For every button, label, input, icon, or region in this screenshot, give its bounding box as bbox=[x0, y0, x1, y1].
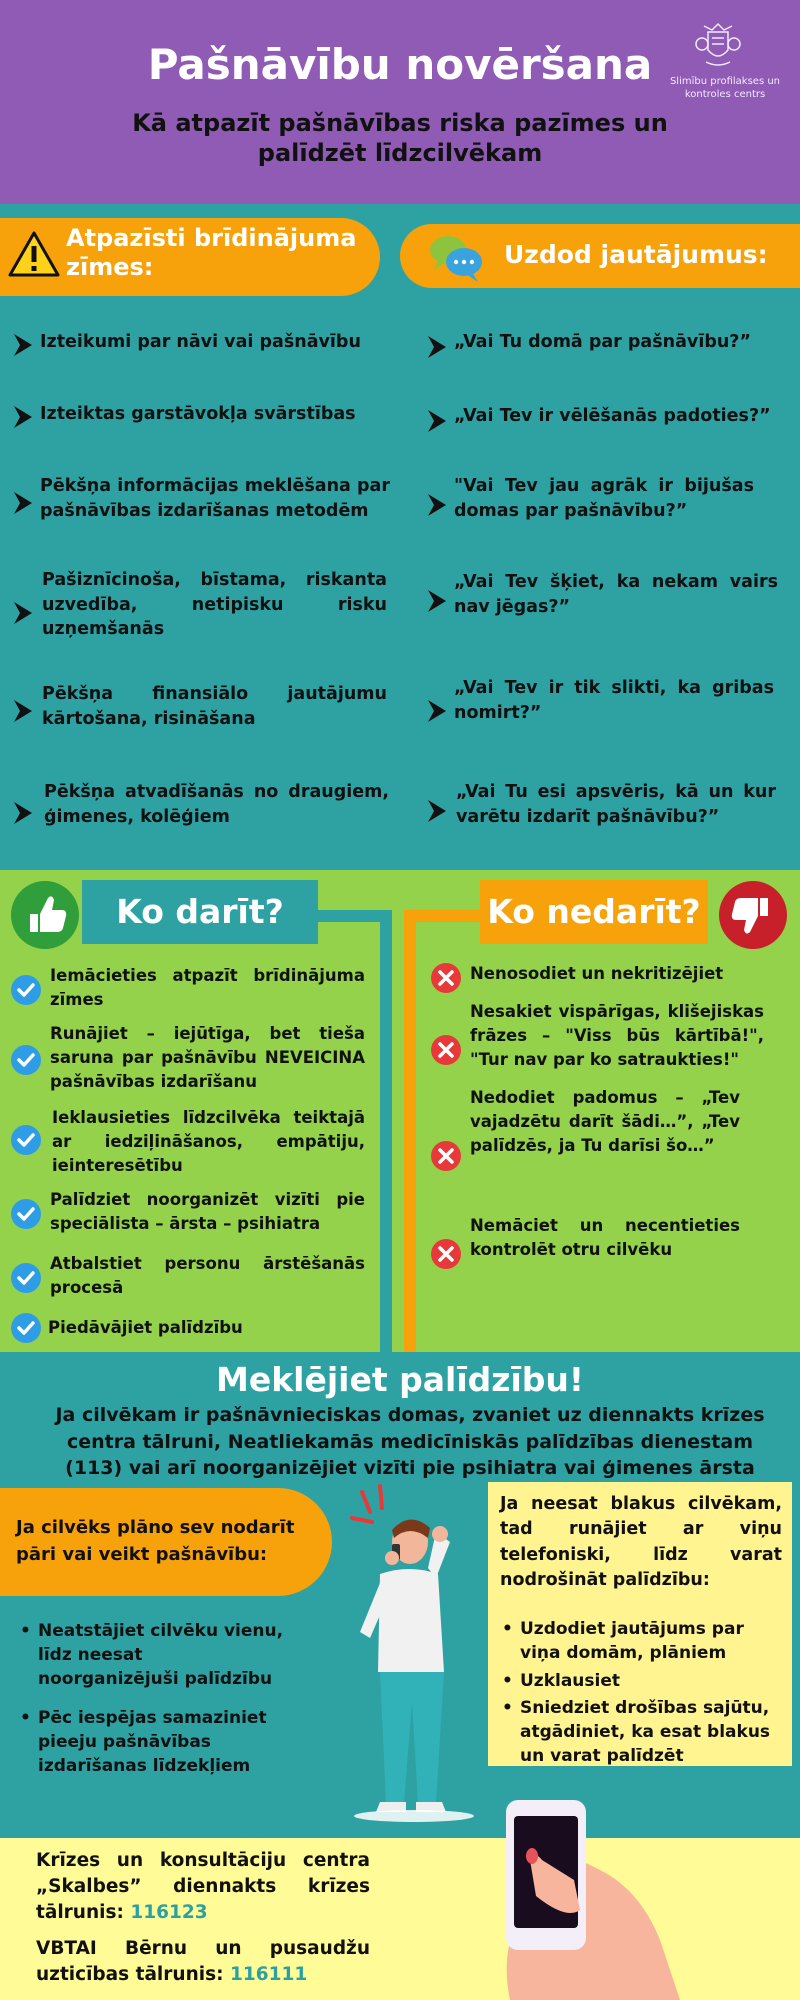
check-icon bbox=[10, 974, 42, 1006]
check-icon bbox=[10, 1124, 42, 1156]
check-icon bbox=[10, 1312, 42, 1344]
check-icon bbox=[10, 1198, 42, 1230]
worried-person-illustration bbox=[340, 1482, 490, 1822]
question-item: „Vai Tev ir tik slikti, ka gribas nomirt?” bbox=[454, 678, 774, 723]
seek-help-title: Meklējiet palīdzību! bbox=[216, 1360, 584, 1399]
question-item: „Vai Tev ir vēlēšanās padoties?” bbox=[454, 406, 771, 426]
chevron-right-icon bbox=[10, 800, 36, 826]
page-subtitle: Kā atpazīt pašnāvības riska pazīmes un palīdzēt līdzcilvēkam bbox=[132, 109, 668, 167]
chevron-right-icon bbox=[10, 332, 36, 358]
vbtai-hotline-label: VBTAI Bērnu un pusaudžu uzticības tālrunis: bbox=[36, 1938, 370, 1985]
divider-teal bbox=[380, 910, 392, 1352]
x-mark-icon bbox=[430, 1140, 462, 1172]
questions-heading-pill bbox=[400, 224, 800, 288]
chevron-right-icon bbox=[424, 408, 450, 434]
warning-sign-item: Izteikumi par nāvi vai pašnāvību bbox=[40, 332, 361, 352]
skalbes-hotline-number[interactable]: 116123 bbox=[130, 1901, 208, 1923]
logo-text: Slimību profilakses un kontroles centrs bbox=[669, 76, 781, 100]
warning-and-questions-section bbox=[0, 204, 800, 870]
chevron-right-icon bbox=[424, 588, 450, 614]
chevron-right-icon bbox=[10, 490, 36, 516]
phone-support-item: • Sniedziet drošības sajūtu, atgādiniet, ka esat blakus un varat palīdzēt bbox=[500, 1697, 782, 1768]
thumbs-down-icon bbox=[718, 880, 788, 950]
hotlines-section bbox=[0, 1838, 800, 2000]
skalbes-hotline bbox=[36, 1848, 370, 1926]
do-item: Piedāvājiet palīdzību bbox=[48, 1318, 243, 1337]
do-item: Ieklausieties līdzcilvēka teiktajā ar iedziļināšanos, empātiju, ieinteresētību bbox=[52, 1108, 365, 1175]
do-item: Runājiet – iejūtīga, bet tieša saruna par pašnāvību NEVEICINA pašnāvības izdarīšanu bbox=[50, 1024, 365, 1091]
plan-list bbox=[18, 1620, 288, 1795]
do-item: Palīdziet noorganizēt vizīti pie speciālista – ārsta – psihiatra bbox=[50, 1190, 365, 1233]
divider-teal-top bbox=[318, 910, 392, 922]
phone-support-item: • Uzklausiet bbox=[500, 1670, 782, 1694]
do-item: Atbalstiet personu ārstēšanās procesā bbox=[50, 1254, 365, 1297]
divider-orange-top bbox=[404, 910, 480, 922]
question-item: „Vai Tu domā par pašnāvību?” bbox=[454, 332, 751, 352]
warning-icon bbox=[8, 230, 60, 278]
plan-list-item: • Neatstājiet cilvēku vienu, līdz neesat noorganizējuši palīdzību bbox=[18, 1620, 288, 1691]
question-item: "Vai Tev jau agrāk ir bijušas domas par pašnāvību?” bbox=[454, 476, 754, 521]
seek-help-text: Ja cilvēkam ir pašnāvnieciskas domas, zvaniet uz diennakts krīzes centra tālruni, Neatliekamās medicīniskās palīdzības dienestam (113) vai arī noorganizējiet vizīti pie psihiatra vai ģimenes ārsta bbox=[55, 1404, 765, 1480]
warning-sign-item: Pēkšņa finansiālo jautājumu kārtošana, risināšana bbox=[42, 684, 387, 729]
chevron-right-icon bbox=[424, 698, 450, 724]
warning-sign-item: Izteiktas garstāvokļa svārstības bbox=[40, 404, 356, 424]
plan-list-item: • Pēc iespējas samaziniet pieeju pašnāvības izdarīšanas līdzekļiem bbox=[18, 1707, 288, 1778]
plan-tab-text: Ja cilvēks plāno sev nodarīt pāri vai veikt pašnāvību: bbox=[16, 1517, 295, 1565]
phone-support-item: • Uzdodiet jautājums par viņa domām, plāniem bbox=[500, 1618, 782, 1666]
warning-signs-heading: Atpazīsti brīdinājuma zīmes: bbox=[66, 224, 357, 281]
x-mark-icon bbox=[430, 962, 462, 994]
question-item: „Vai Tev šķiet, ka nekam vairs nav jēgas?” bbox=[454, 572, 778, 617]
speech-bubbles-icon bbox=[428, 232, 484, 284]
vbtai-hotline-number[interactable]: 116111 bbox=[229, 1963, 308, 1985]
warning-signs-heading-pill bbox=[0, 218, 380, 296]
chevron-right-icon bbox=[424, 492, 450, 518]
chevron-right-icon bbox=[10, 698, 36, 724]
phone-support-box bbox=[488, 1482, 792, 1766]
dont-item: Nenosodiet un nekritizējiet bbox=[470, 964, 724, 983]
do-heading: Ko darīt? bbox=[82, 880, 318, 944]
question-item: „Vai Tu esi apsvēris, kā un kur varētu izdarīt pašnāvību?” bbox=[456, 782, 776, 827]
questions-heading: Uzdod jautājumus: bbox=[504, 240, 768, 269]
x-mark-icon bbox=[430, 1238, 462, 1270]
skalbes-hotline-label: Krīzes un konsultāciju centra „Skalbes” diennakts krīzes tālrunis: bbox=[36, 1850, 370, 1923]
phone-support-list bbox=[500, 1618, 782, 1773]
divider-orange bbox=[404, 910, 416, 1352]
check-icon bbox=[10, 1044, 42, 1076]
header bbox=[0, 0, 800, 204]
vbtai-hotline bbox=[36, 1936, 370, 1988]
chevron-right-icon bbox=[10, 600, 36, 626]
seek-help-section bbox=[0, 1352, 800, 1838]
do-item: Iemācieties atpazīt brīdinājuma zīmes bbox=[50, 966, 365, 1009]
thumbs-up-icon bbox=[10, 880, 80, 950]
dont-item: Nemāciet un necentieties kontrolēt otru cilvēku bbox=[470, 1216, 740, 1259]
dont-heading: Ko nedarīt? bbox=[480, 880, 708, 944]
dont-item: Nesakiet vispārīgas, klišejiskas frāzes – "Viss būs kārtībā!", "Tur nav par ko satraukties!" bbox=[470, 1002, 764, 1069]
chevron-right-icon bbox=[424, 798, 450, 824]
warning-sign-item: Pēkšņa informācijas meklēšana par pašnāvības izdarīšanas metodēm bbox=[40, 476, 390, 521]
plan-tab bbox=[0, 1488, 332, 1596]
dont-item: Nedodiet padomus – „Tev vajadzētu darīt šādi…”, „Tev palīdzēs, ja Tu darīsi šo…” bbox=[470, 1088, 740, 1155]
page-title: Pašnāvību novēršana bbox=[147, 40, 653, 89]
check-icon bbox=[10, 1262, 42, 1294]
x-mark-icon bbox=[430, 1034, 462, 1066]
chevron-right-icon bbox=[10, 404, 36, 430]
hand-with-phone-illustration bbox=[470, 1800, 720, 2000]
phone-support-text: Ja neesat blakus cilvēkam, tad runājiet ar viņu telefoniski, līdz varat nodrošināt palīdzību: bbox=[500, 1494, 782, 1591]
warning-sign-item: Pēkšņa atvadīšanās no draugiem, ģimenes, kolēģiem bbox=[44, 782, 389, 827]
warning-sign-item: Pašiznīcinoša, bīstama, riskanta uzvedība, netipisku risku uzņemšanās bbox=[42, 570, 387, 639]
coat-of-arms-logo-icon bbox=[692, 18, 744, 70]
do-dont-section bbox=[0, 870, 800, 1352]
chevron-right-icon bbox=[424, 334, 450, 360]
